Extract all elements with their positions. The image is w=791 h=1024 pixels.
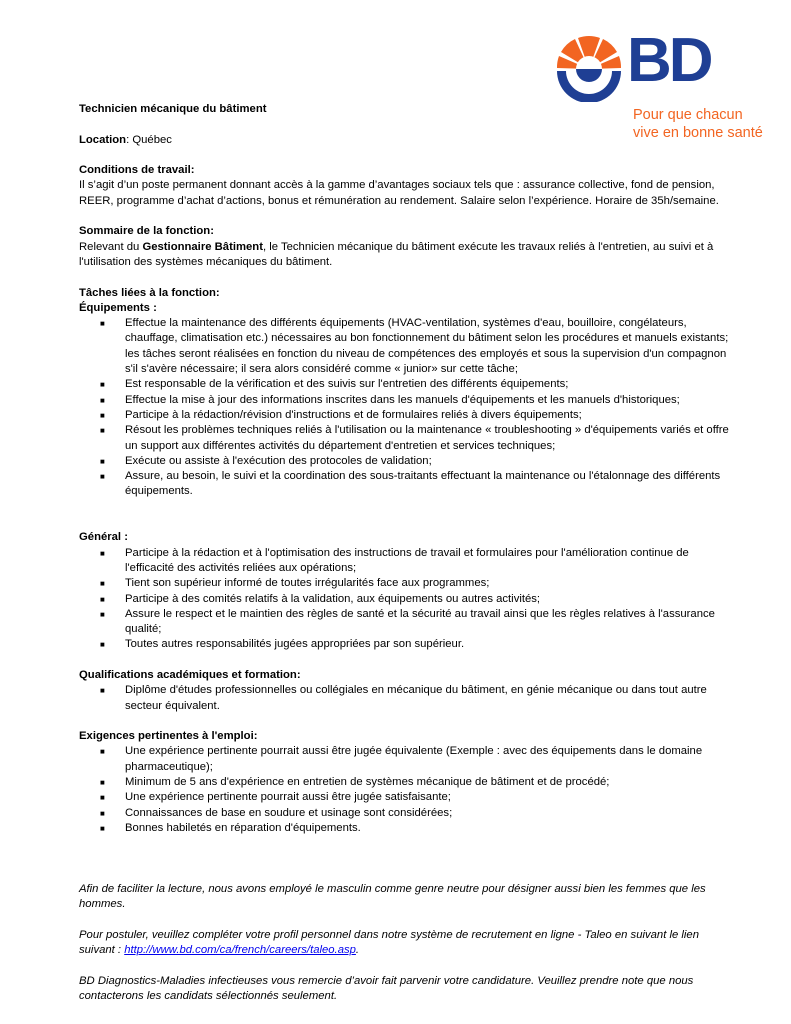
bullet-icon: ■ <box>100 380 105 390</box>
list-item: ■ Une expérience pertinente pourrait aussi être jugée équivalente (Exemple : avec des équipements dans le domaine pharmaceutique); <box>100 745 703 773</box>
apply-instructions: Pour postuler, veuillez compléter votre profil personnel dans notre système de recrutement en ligne - Taleo en suivant le lien suivant : http://www.bd.com/ca/french/careers/taleo.asp. <box>79 929 699 957</box>
bullet-icon: ■ <box>100 594 105 604</box>
gender-note: Afin de faciliter la lecture, nous avons employé le masculin comme genre neutre pour désigner aussi bien les femmes que les hommes. <box>79 883 706 911</box>
list-item: ■ Assure, au besoin, le suivi et la coordination des sous-traitants effectuant la maintenance ou l'étalonnage des différents équipements. <box>100 470 721 498</box>
bullet-icon: ■ <box>100 823 105 833</box>
bullet-icon: ■ <box>100 456 105 466</box>
general-heading: Général : <box>79 531 128 544</box>
bullet-icon: ■ <box>100 778 105 788</box>
bullet-icon: ■ <box>100 686 105 696</box>
thanks-note: BD Diagnostics-Maladies infectieuses vous remercie d’avoir fait parvenir votre candidature. Veuillez prendre note que nous contacterons les candidats sélectionnés seulement. <box>79 974 694 1003</box>
conditions-text: Il s’agit d’un poste permanent donnant accès à la gamme d’avantages sociaux tels que : assurance collective, fond de pension, REER, programme d’achat d’actions, bonus et rémunération au rendement. Salaire selon l’expérience. Horaire de 35h/semaine. <box>79 179 719 207</box>
taleo-link[interactable]: http://www.bd.com/ca/french/careers/taleo.asp <box>124 944 356 957</box>
bullet-icon: ■ <box>100 808 105 818</box>
brand-tagline: Pour que chacun vive en bonne santé <box>633 107 763 141</box>
general-list <box>79 546 729 653</box>
equipment-list <box>79 316 729 500</box>
bullet-icon: ■ <box>100 426 105 436</box>
list-item: ■ Participe à la rédaction et à l'optimisation des instructions de travail et formulaires pour l'amélioration continue de l'efficacité des activités reliées aux opérations; <box>100 546 689 574</box>
requirements-heading: Exigences pertinentes à l'emploi: <box>79 730 258 743</box>
list-item: ■ Bonnes habiletés en réparation d'équipements. <box>79 821 729 836</box>
tasks-heading: Tâches liées à la fonction: <box>79 286 220 299</box>
bullet-icon: ■ <box>100 395 105 405</box>
list-item: ■ Est responsable de la vérification et des suivis sur l'entretien des différents équipements; <box>79 377 729 392</box>
bullet-icon: ■ <box>100 747 105 757</box>
location-line: Location: Québec <box>79 133 172 146</box>
job-posting <box>79 102 729 1005</box>
list-item: ■ Diplôme d'études professionnelles ou collégiales en mécanique du bâtiment, en génie mécanique ou dans tout autre secteur équivalent. <box>100 684 707 712</box>
list-item: ■ Connaissances de base en soudure et usinage sont considérées; <box>79 806 729 821</box>
bd-wordmark: BD <box>627 26 711 95</box>
bullet-icon: ■ <box>100 793 105 803</box>
sun-icon <box>554 32 624 102</box>
list-item: ■ Exécute ou assiste à l'exécution des protocoles de validation; <box>79 454 729 469</box>
requirements-list <box>79 744 729 836</box>
list-item: ■ Toutes autres responsabilités jugées appropriées par son supérieur. <box>79 637 729 652</box>
list-item: ■ Effectue la maintenance des différents équipements (HVAC-ventilation, systèmes d'eau, bouilloire, congélateurs, chauffage, climatisation etc.) nécessaires au bon fonctionnement du bâtiment selon les procédures et manuels existants; les tâches seront réalisées en fonction du niveau de compétences des employés et sous la supervision d'un compagnon s'il s'avère nécessaire; il sera alors considéré comme « junior» sur cette tâche; <box>100 317 729 376</box>
list-item: ■ Résout les problèmes techniques reliés à l'utilisation ou la maintenance « troubleshooting » d'équipements variés et offre un support aux différentes activités du département d'entretien et services techniques; <box>100 424 729 452</box>
list-item: ■ Minimum de 5 ans d'expérience en entretien de systèmes mécanique de bâtiment et de procédé; <box>79 775 729 790</box>
equipment-heading: Équipements : <box>79 301 157 314</box>
list-item: ■ Tient son supérieur informé de toutes irrégularités face aux programmes; <box>79 576 729 591</box>
summary-heading: Sommaire de la fonction: <box>79 225 214 238</box>
qualifications-list <box>79 683 729 714</box>
summary-text: Relevant du Gestionnaire Bâtiment, le Technicien mécanique du bâtiment exécute les travaux reliés à l'entretien, au suivi et à l'utilisation des systèmes mécaniques du bâtiment. <box>79 240 714 268</box>
list-item: ■ Effectue la mise à jour des informations inscrites dans les manuels d'équipements et les manuels d'historiques; <box>79 393 729 408</box>
bullet-icon: ■ <box>100 609 105 619</box>
list-item: ■ Une expérience pertinente pourrait aussi être jugée satisfaisante; <box>79 790 729 805</box>
list-item: ■ Participe à des comités relatifs à la validation, aux équipements ou autres activités; <box>79 592 729 607</box>
qualifications-heading: Qualifications académiques et formation: <box>79 668 301 681</box>
bullet-icon: ■ <box>100 579 105 589</box>
bullet-icon: ■ <box>100 319 105 329</box>
bullet-icon: ■ <box>100 548 105 558</box>
list-item: ■ Assure le respect et le maintien des règles de santé et la sécurité au travail ainsi que les règles relatives à l'assurance qualité; <box>100 607 715 636</box>
conditions-heading: Conditions de travail: <box>79 164 195 177</box>
job-title: Technicien mécanique du bâtiment <box>79 103 267 115</box>
list-item: ■ Participe à la rédaction/révision d'instructions et de formulaires reliés à divers équipements; <box>79 408 729 423</box>
bullet-icon: ■ <box>100 410 105 420</box>
bullet-icon: ■ <box>100 472 105 482</box>
bullet-icon: ■ <box>100 640 105 650</box>
